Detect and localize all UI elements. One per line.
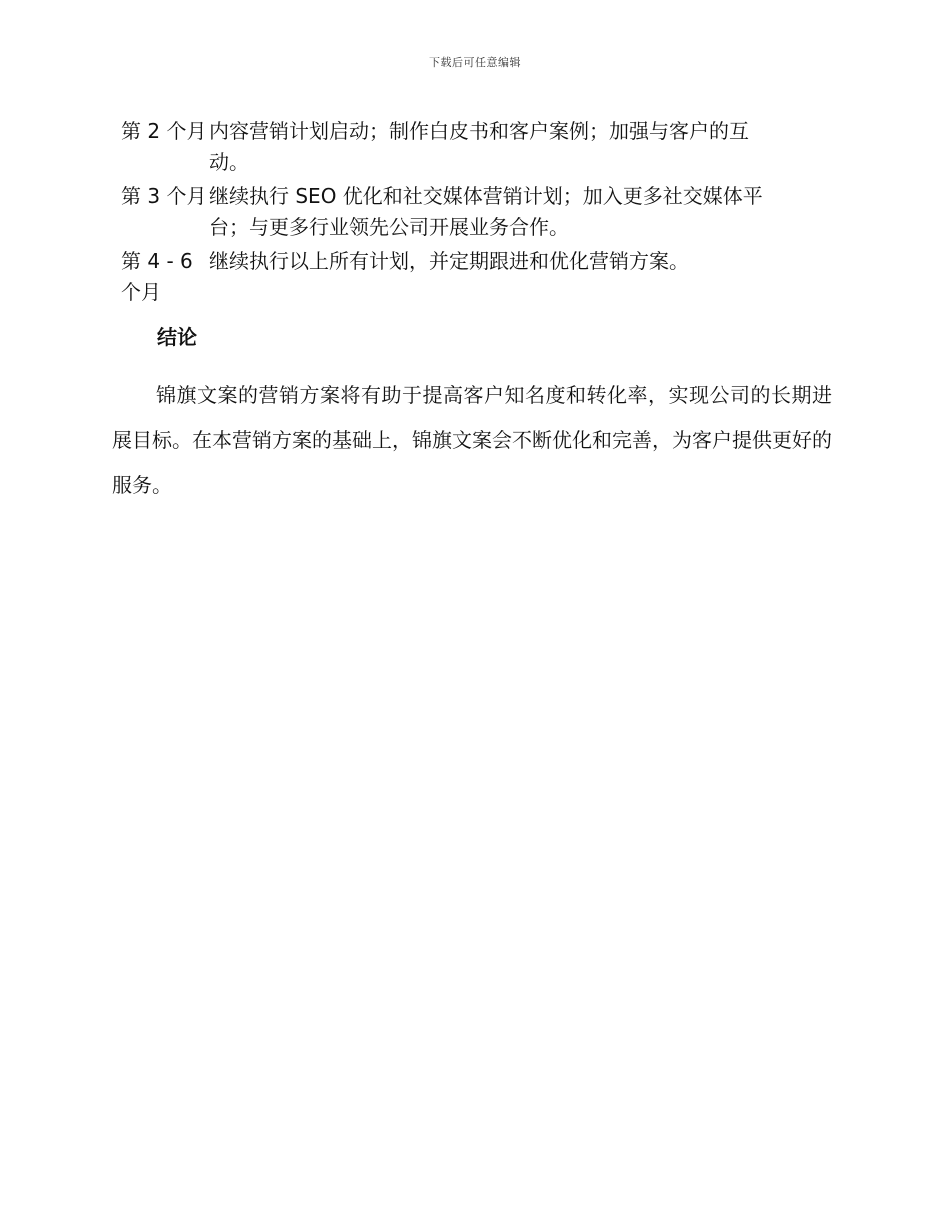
conclusion-heading: 结论 [157,325,197,349]
schedule-period: 第 3 个月 [121,184,207,208]
schedule-description: 继续执行 SEO 优化和社交媒体营销计划；加入更多社交媒体平台；与更多行业领先公司开展业务合作。 [209,184,763,239]
schedule-description: 继续执行以上所有计划，并定期跟进和优化营销方案。 [209,249,689,273]
schedule-description: 内容营销计划启动；制作白皮书和客户案例；加强与客户的互动。 [209,119,749,174]
schedule-period: 第 4 - 6 个月 [121,249,193,304]
schedule-row [121,246,781,308]
schedule-row [121,181,781,243]
schedule-period: 第 2 个月 [121,119,207,143]
schedule-row [121,116,781,178]
schedule-table [121,116,781,311]
conclusion-paragraph: 锦旗文案的营销方案将有助于提高客户知名度和转化率，实现公司的长期进展目标。在本营销方案的基础上，锦旗文案会不断优化和完善，为客户提供更好的服务。 [112,383,832,497]
header-note: 下载后可任意编辑 [429,56,521,69]
